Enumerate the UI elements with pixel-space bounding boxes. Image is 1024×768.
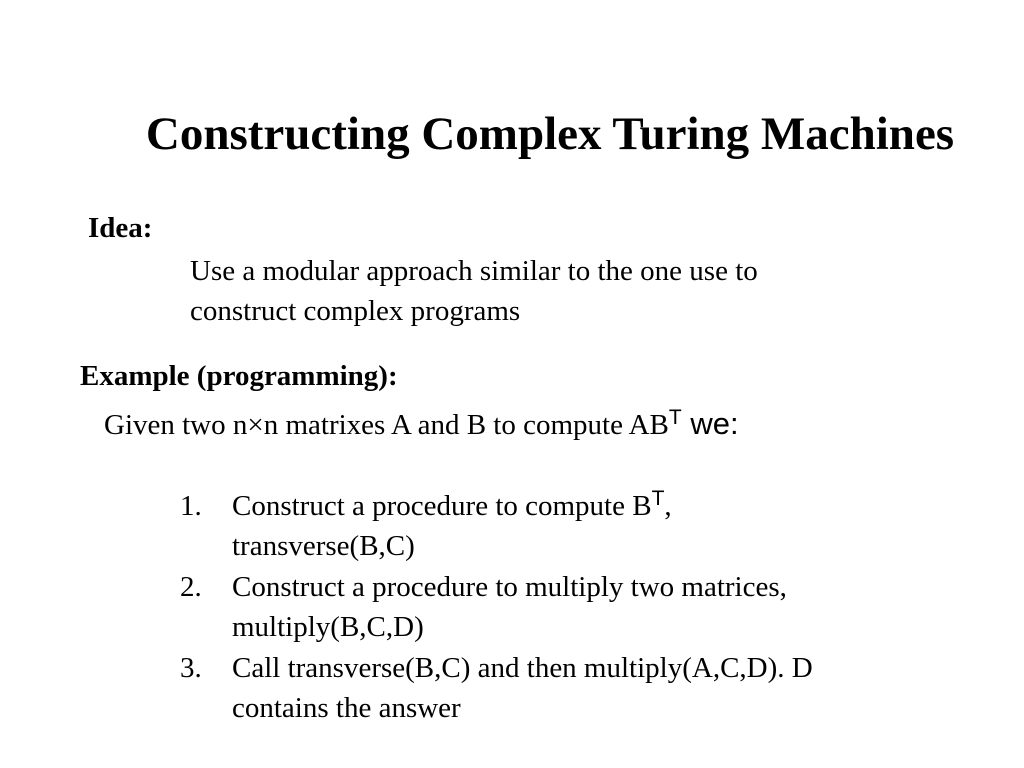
idea-text-line-1: Use a modular approach similar to the one use to	[190, 255, 758, 287]
idea-text-line-2: construct complex programs	[190, 295, 521, 327]
idea-heading: Idea:	[88, 212, 153, 244]
transpose-superscript: T	[651, 487, 665, 510]
slide-title: Constructing Complex Turing Machines	[145, 108, 955, 160]
example-intro-text: Given two n×n matrixes A and B to compute AB	[104, 409, 669, 441]
steps-list	[180, 486, 940, 729]
step-text-line-1: Construct a procedure to multiply two matrices,	[232, 571, 787, 603]
list-item-step-1	[180, 486, 940, 566]
transpose-superscript: T	[668, 406, 682, 429]
step-text-after: ,	[664, 490, 672, 522]
list-item-step-2	[180, 567, 940, 647]
step-text-line-2: multiply(B,C,D)	[232, 611, 424, 643]
step-number: 3.	[180, 652, 202, 684]
example-heading: Example (programming):	[80, 360, 398, 392]
step-text-line-2: contains the answer	[232, 692, 461, 724]
step-text	[232, 486, 940, 566]
step-text	[232, 567, 940, 647]
idea-text	[190, 251, 910, 331]
step-number: 2.	[180, 571, 202, 603]
step-text-before: Construct a procedure to compute B	[232, 490, 652, 522]
list-item-step-3	[180, 648, 940, 728]
example-intro-tail: we:	[681, 406, 739, 441]
step-text-line-1	[232, 487, 672, 522]
step-number: 1.	[180, 490, 202, 522]
step-text-line-2: transverse(B,C)	[232, 530, 415, 562]
example-intro	[104, 404, 739, 445]
step-text	[232, 648, 940, 728]
step-text-line-1: Call transverse(B,C) and then multiply(A,C,D). D	[232, 652, 813, 684]
